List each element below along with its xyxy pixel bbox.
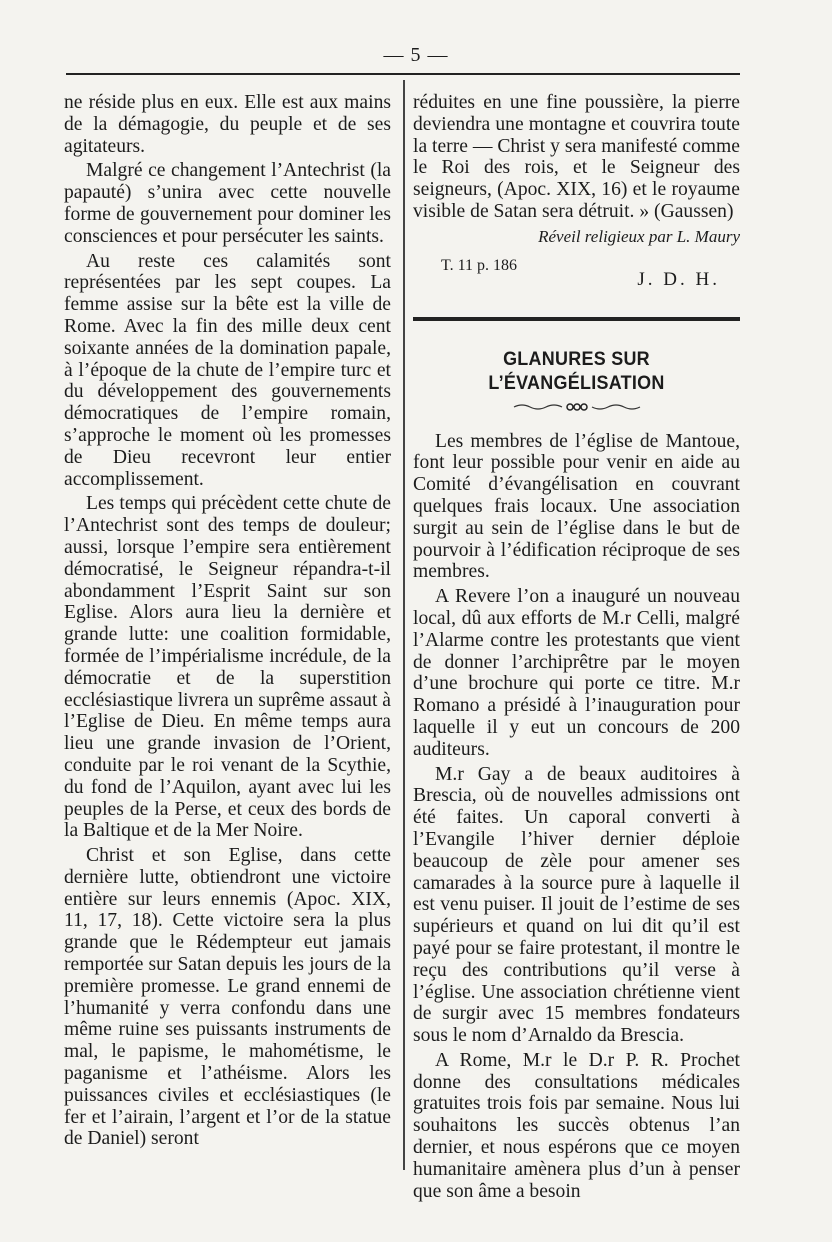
left-column	[64, 92, 391, 1153]
left-paragraph-5: Christ et son Eglise, dans cette dernière lutte, obtiendront une victoire entière sur leurs ennemis (Apoc. XIX, 11, 17, 18). Cette victoire sera la plus grande que le Rédempteur eut jamais remportée sur Satan depuis les jours de la première promesse. Le grand ennemi de l’humanité y verra confondu dans une même ruine ses puissants instruments de mal, le papisme, le mahométisme, le paganisme et l’athéisme. Alors les puissances civiles et ecclésiastiques (le fer et l’airain, l’argent et l’or de la statue de Daniel) seront	[64, 845, 391, 1150]
right-paragraph-1: Les membres de l’église de Mantoue, font leur possible pour venir en aide au Comité d’évangélisation en couvrant quelques frais locaux. Une association surgit au sein de l’église dans le but de pourvoir à l’édification réciproque de ses membres.	[413, 430, 740, 583]
right-paragraph-4: A Rome, M.r le D.r P. R. Prochet donne des consultations médicales gratuites trois fois par semaine. Nous lui souhaitons les succès obtenus l’an dernier, et nous espérons que ce moyen humanitaire amènera plus d’un à penser que son âme a besoin	[413, 1049, 740, 1202]
left-paragraph-4: Les temps qui précèdent cette chute de l’Antechrist sont des temps de douleur; aussi, lorsque l’empire sera entièrement démocratisé, le Seigneur répandra-t-il abondamment l’Esprit Saint sur son Eglise. Alors aura lieu la dernière et grande lutte: une coalition formidable, formée de l’impérialisme incrédule, de la démocratie et de la superstition ecclésiastique livrera un suprême assaut à l’Eglise de Dieu. En même temps aura lieu une grande invasion de l’Orient, conduite par le roi venant de la Scythie, du fond de l’Aquilon, ayant avec lui les peuples de la Perse, et ceux des bords de la Baltique et de la Mer Noire.	[64, 493, 391, 842]
right-paragraph-3: M.r Gay a de beaux auditoires à Brescia, où de nouvelles admissions ont été faites. Un caporal converti à l’Evangile l’hiver dernier déploie beaucoup de zèle pour amener ses camarades à la source pure à laquelle il est venu puiser. Il jouit de l’estime de ses supérieurs et quand on lui dit qu’il est payé pour se faire protestant, il montre le reçu des contributions qu’il verse à l’église. Une association chrétienne vient de surgir avec 15 membres fondateurs sous le nom d’Arnaldo da Brescia.	[413, 763, 740, 1047]
left-paragraph-1: ne réside plus en eux. Elle est aux mains de la démagogie, du peuple et de ses agitateurs.	[64, 92, 391, 157]
column-divider	[403, 80, 405, 1170]
source-citation: Réveil religieux par L. Maury	[538, 226, 740, 246]
section-heading: GLANURES SUR L’ÉVANGÉLISATION	[488, 347, 665, 394]
ornament-divider	[512, 401, 642, 413]
volume-reference: T. 11 p. 186	[441, 256, 517, 274]
left-paragraph-3: Au reste ces calamités sont représentées par les sept coupes. La femme assise sur la bête est la ville de Rome. Avec la fin des mille deux cent soixante années de la domination papale, à l’époque de la chute de l’empire turc et du développement des gouvernements démocratiques de l’empire romain, s’approche le moment où les promesses de Dieu recevront leur entier accomplissement.	[64, 250, 391, 490]
reference-signature-row	[413, 251, 740, 299]
page-number: — 5 —	[383, 44, 449, 66]
top-rule	[66, 73, 740, 75]
right-paragraph-2: A Revere l’on a inauguré un nouveau local, dû aux efforts de M.r Celli, malgré l’Alarme contre les protestants que vient de donner l’archiprêtre par le moyen d’une brochure qui porte ce titre. M.r Romano a présidé à l’inauguration pour laquelle il y eut un concours de 200 auditeurs.	[413, 586, 740, 760]
section-rule	[413, 317, 740, 321]
author-signature: J. D. H.	[637, 268, 720, 290]
right-column	[413, 92, 740, 1205]
left-paragraph-2: Malgré ce changement l’Antechrist (la papauté) s’unira avec cette nouvelle forme de gouvernement pour dominer les consciences et pour persécuter les saints.	[64, 160, 391, 247]
right-continuation: réduites en une fine poussière, la pierre deviendra une montagne et couvrira toute la terre — Christ y sera manifesté comme le Roi des rois, et le Seigneur des seigneurs, (Apoc. XIX, 16) et le royaume visible de Satan sera détruit. » (Gaussen)	[413, 92, 740, 222]
